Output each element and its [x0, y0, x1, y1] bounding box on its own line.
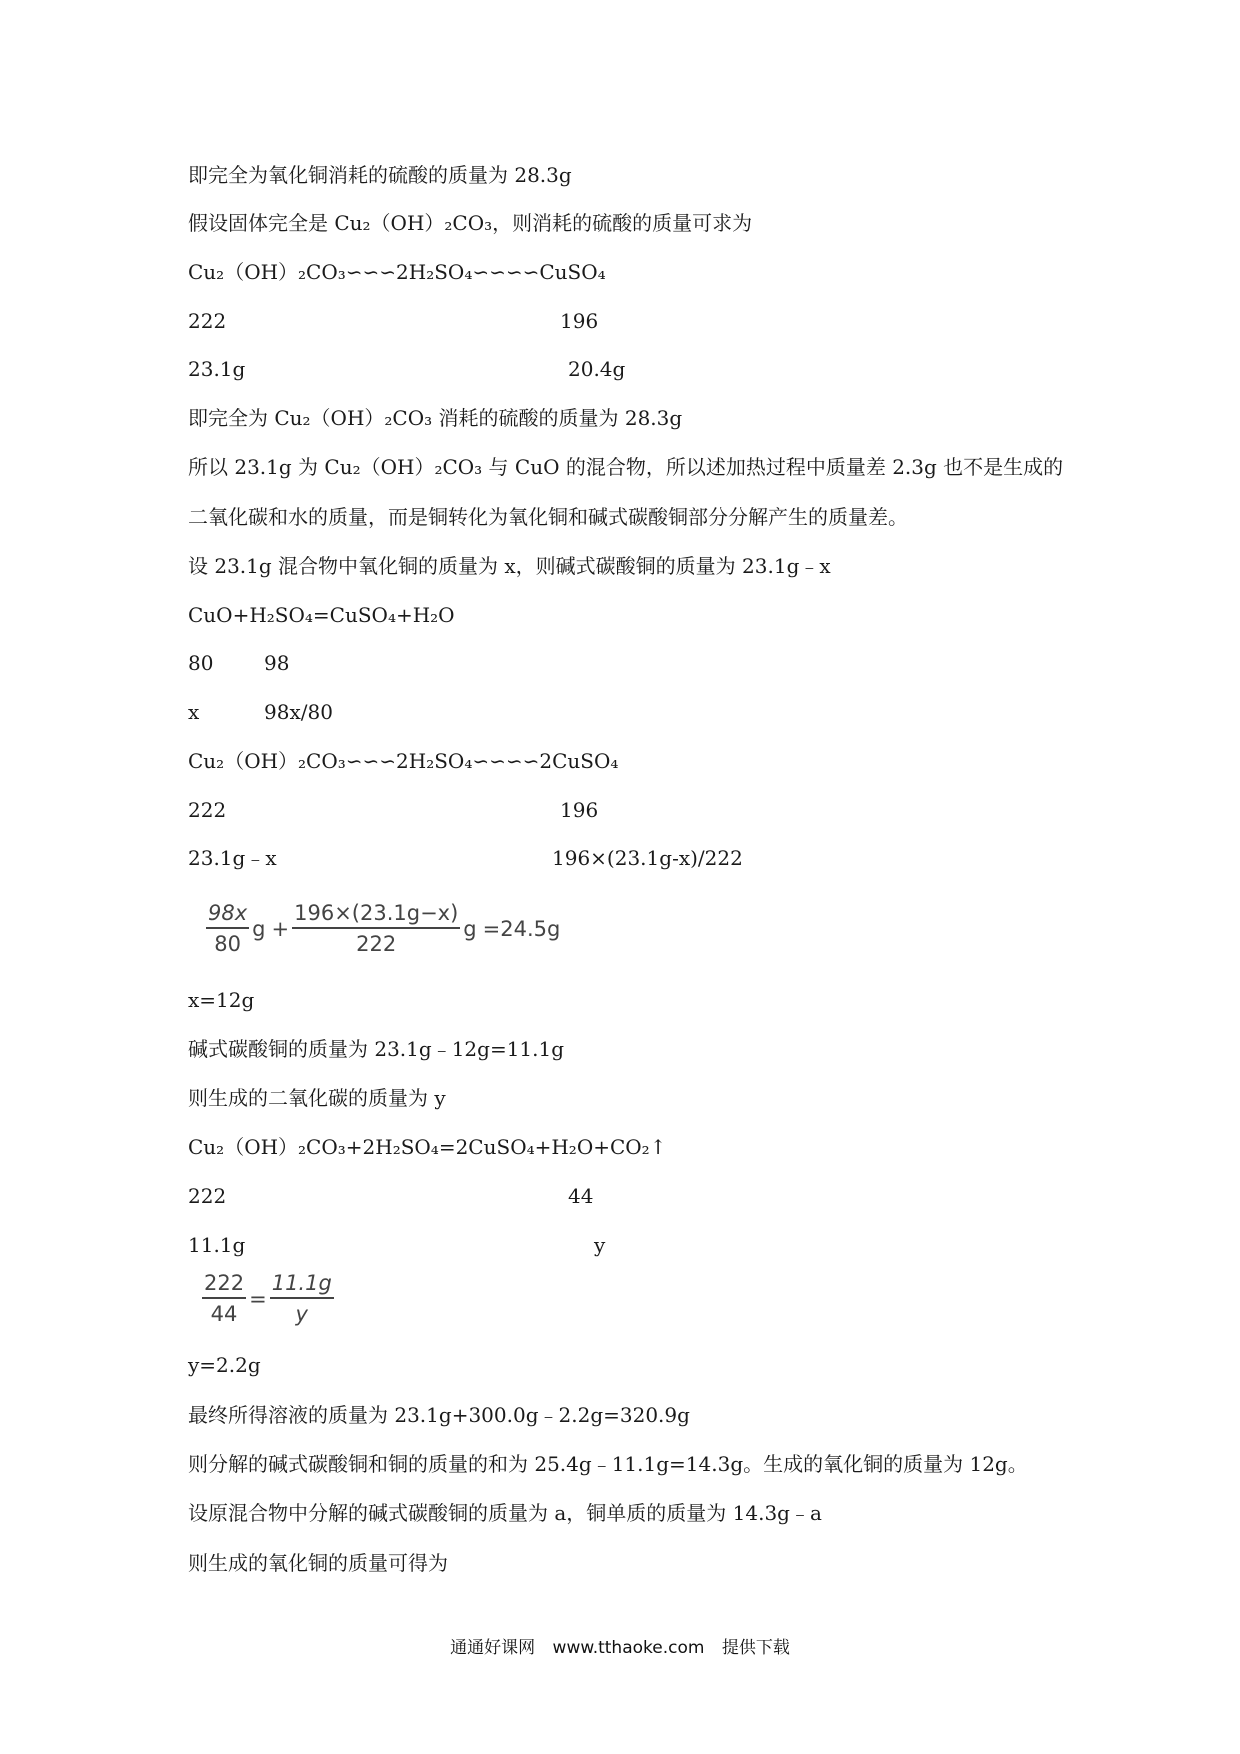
value-left: 80 [188, 651, 214, 675]
fraction: $\frac{98x}{80}$ [208, 901, 248, 956]
value-left: 23.1g [188, 357, 246, 381]
equation-line: CuO+H₂SO₄=CuSO₄+H₂O [188, 603, 455, 627]
footer-site-name: 通通好课网 [450, 1638, 536, 1658]
text-line: 则生成的二氧化碳的质量为 y [188, 1086, 446, 1110]
mass-ratio-row [188, 357, 626, 381]
text-line: 则分解的碱式碳酸铜和铜的质量的和为 25.4g﹣11.1g=14.3g。生成的氧化铜的质量为 12g。 [188, 1452, 1028, 1476]
text-line: 即完全为 Cu₂（OH）₂CO₃ 消耗的硫酸的质量为 28.3g [188, 406, 683, 430]
mass-ratio-row [188, 651, 290, 675]
mass-ratio-row [188, 1233, 606, 1257]
text-line: y=2.2g [188, 1353, 261, 1377]
value-right: 98x/80 [264, 700, 333, 724]
text-line: 即完全为氧化铜消耗的硫酸的质量为 28.3g [188, 163, 572, 187]
value-right: 196 [560, 798, 599, 822]
value-left: 11.1g [188, 1233, 246, 1257]
text-line: 碱式碳酸铜的质量为 23.1g﹣12g=11.1g [188, 1037, 565, 1061]
text-line: 设原混合物中分解的碱式碳酸铜的质量为 a，铜单质的质量为 14.3g﹣a [188, 1501, 822, 1525]
text-line: 所以 23.1g 为 Cu₂（OH）₂CO₃ 与 CuO 的混合物，所以述加热过程中质量差 2.3g 也不是生成的 [188, 455, 1064, 479]
value-right: 20.4g [568, 357, 626, 381]
value-right: y [594, 1233, 606, 1257]
text-line: 则生成的氧化铜的质量可得为 [188, 1551, 448, 1575]
proportion-equation: $\frac{222}{44}$ = $\frac{11.1g}{y}$ [204, 1271, 332, 1326]
mass-ratio-row [188, 700, 333, 724]
value-left: 23.1g﹣x [188, 846, 277, 870]
value-left: 222 [188, 798, 227, 822]
mass-ratio-row [188, 798, 599, 822]
value-left: x [188, 700, 200, 724]
fraction: $\frac{11.1g}{y}$ [271, 1271, 332, 1326]
value-left: 222 [188, 309, 227, 333]
footer-download-text: 提供下载 [721, 1638, 790, 1658]
text-line: 二氧化碳和水的质量，而是铜转化为氧化铜和碱式碳酸铜部分分解产生的质量差。 [188, 505, 908, 529]
equation-line: Cu₂（OH）₂CO₃∽∽∽2H₂SO₄∽∽∽∽CuSO₄ [188, 260, 606, 284]
mass-ratio-row [188, 1184, 594, 1208]
text-line: 最终所得溶液的质量为 23.1g+300.0g﹣2.2g=320.9g [188, 1403, 690, 1427]
equation-line: Cu₂（OH）₂CO₃∽∽∽2H₂SO₄∽∽∽∽2CuSO₄ [188, 749, 619, 773]
footer-url-link[interactable]: www.tthaoke.com [552, 1638, 705, 1658]
text-line: 设 23.1g 混合物中氧化铜的质量为 x，则碱式碳酸铜的质量为 23.1g﹣x [188, 554, 831, 578]
value-right: 44 [568, 1184, 594, 1208]
value-right: 196×(23.1g-x)/222 [552, 846, 743, 870]
text-line: 假设固体完全是 Cu₂（OH）₂CO₃，则消耗的硫酸的质量可求为 [188, 211, 753, 235]
page-footer [0, 1633, 1240, 1658]
fraction: $\frac{222}{44}$ [204, 1271, 245, 1326]
mass-ratio-row [188, 846, 743, 870]
text-line: x=12g [188, 988, 255, 1012]
value-left: 222 [188, 1184, 227, 1208]
value-right: 196 [560, 309, 599, 333]
value-right: 98 [264, 651, 290, 675]
equation-24-5g: $\frac{98x}{80}$ g + $\frac{196\times(23.1g-x)}{222}$ g =24.5g [208, 901, 561, 956]
equation-line: Cu₂（OH）₂CO₃+2H₂SO₄=2CuSO₄+H₂O+CO₂↑ [188, 1135, 667, 1159]
fraction: $\frac{196\times(23.1g-x)}{222}$ [294, 901, 459, 956]
mass-ratio-row [188, 309, 599, 333]
